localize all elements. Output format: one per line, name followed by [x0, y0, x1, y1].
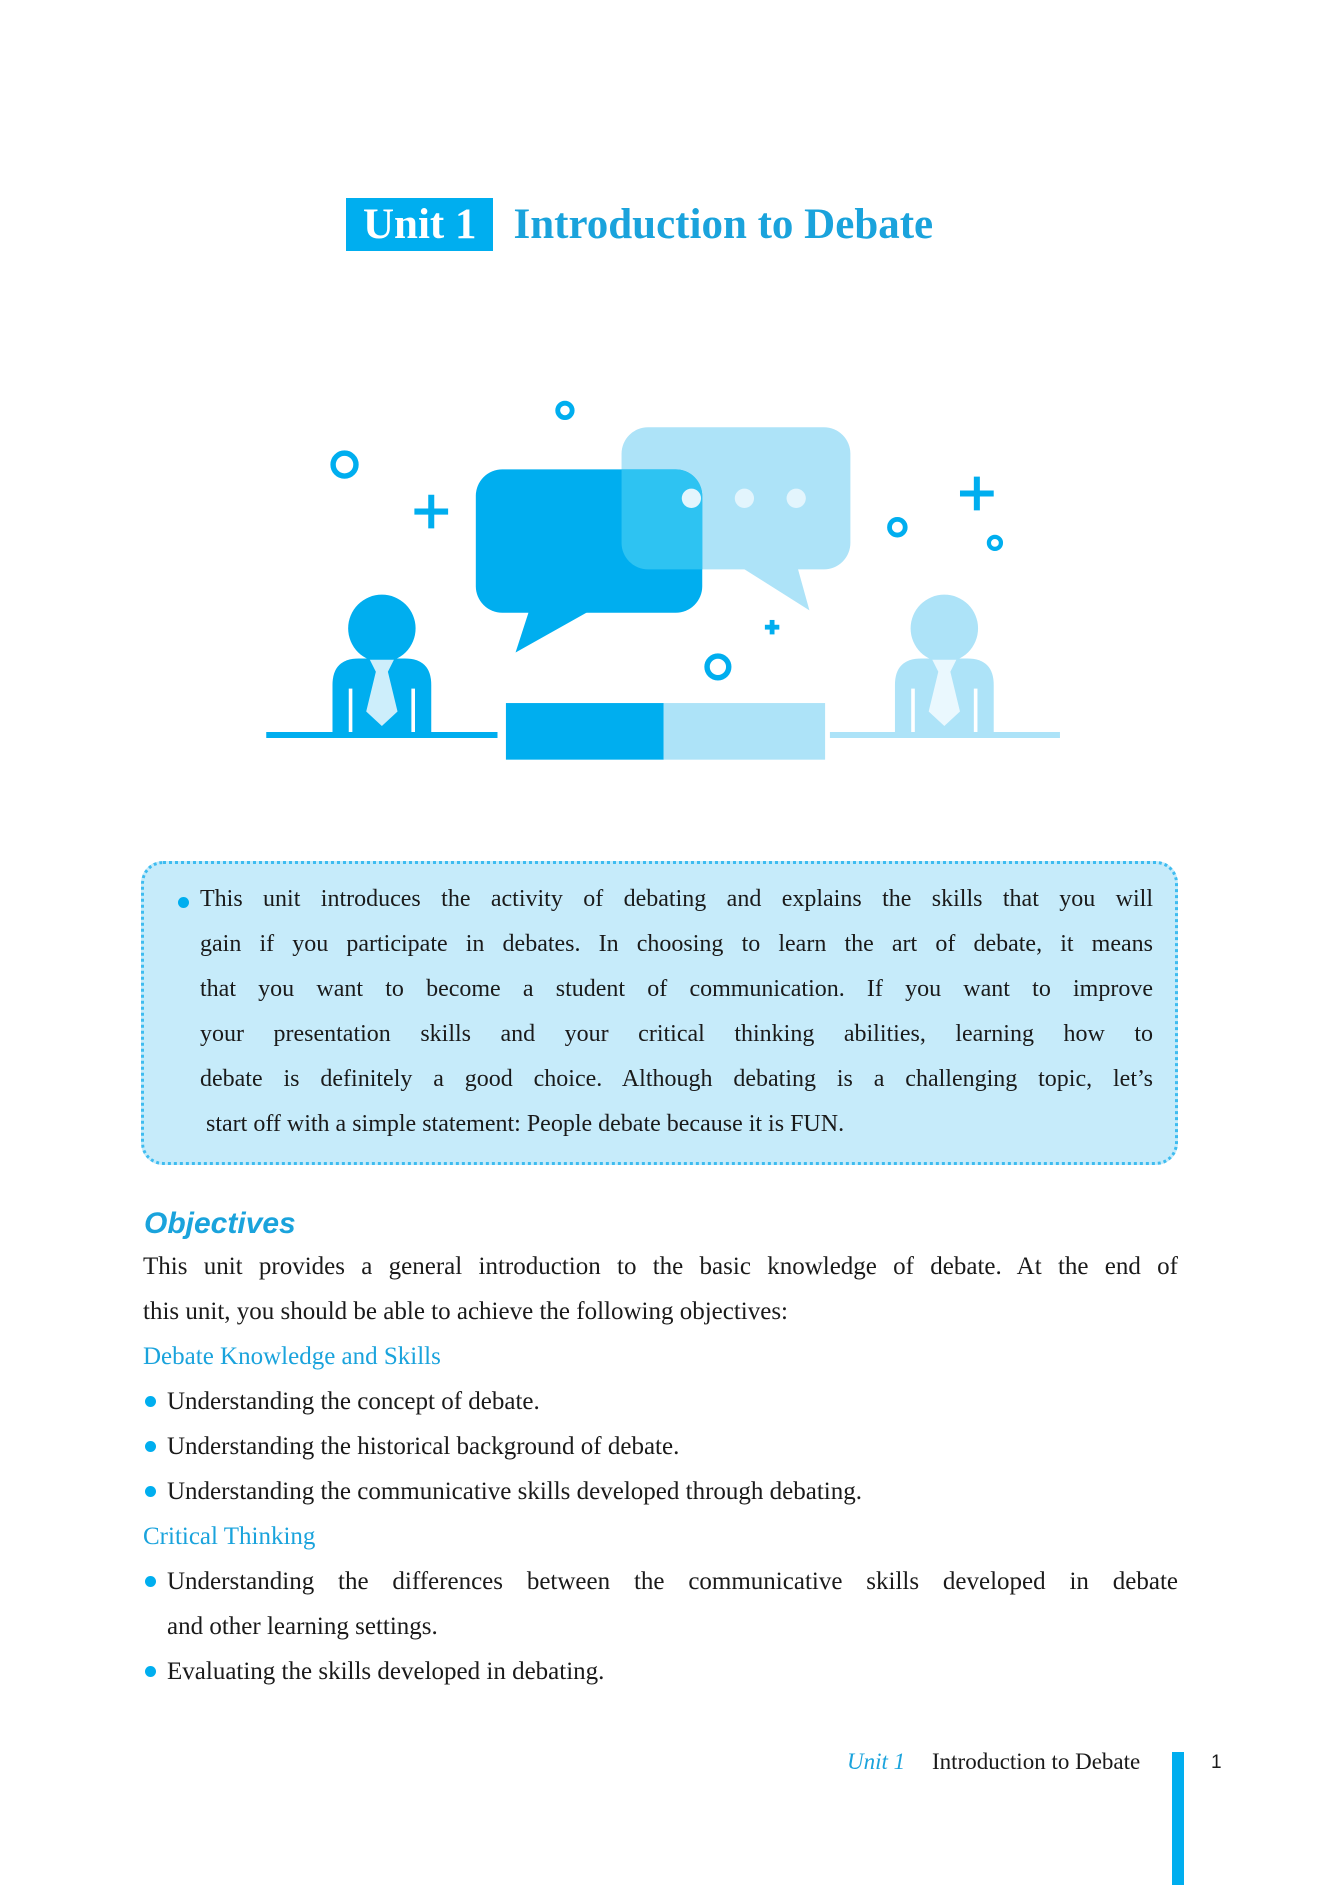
list-item-text: Understanding the differences between the communicative skills developed in debate — [167, 1568, 1178, 1595]
bullet-dot-icon — [145, 1441, 156, 1452]
list-item — [143, 1559, 1178, 1649]
intro-line: gain if you participate in debates. In choosing to learn the art of debate, it means — [200, 931, 1153, 957]
section-heading-debate-knowledge: Debate Knowledge and Skills — [143, 1343, 441, 1370]
podium-dark — [506, 703, 664, 760]
bullet-dot-icon — [145, 1396, 156, 1407]
intro-box — [141, 861, 1178, 1165]
ring-icon — [989, 537, 1001, 549]
list-item — [143, 1424, 1178, 1469]
bullet-dot-icon — [178, 897, 189, 908]
plus-icon — [414, 495, 448, 529]
person-icon-right — [895, 595, 994, 738]
list-item — [143, 1469, 1178, 1514]
intro-line: start off with a simple statement: People debate because it is FUN. — [206, 1111, 845, 1137]
footer-unit-label: Unit 1 — [847, 1749, 906, 1774]
footer-title: Introduction to Debate — [932, 1749, 1141, 1774]
objectives-body — [143, 1244, 1178, 1694]
person-icon-left — [332, 595, 431, 738]
list-item-text: Understanding the communicative skills developed through debating. — [167, 1478, 862, 1505]
list-item-text: and other learning settings. — [167, 1613, 438, 1640]
speech-bubble-overlap — [622, 469, 703, 569]
ring-icon — [333, 453, 356, 476]
bullet-dot-icon — [145, 1666, 156, 1677]
bullet-dot-icon — [145, 1486, 156, 1497]
intro-line: your presentation skills and your critical thinking abilities, learning how to — [200, 1021, 1153, 1047]
debate-illustration — [253, 386, 1072, 772]
ring-icon — [707, 656, 729, 678]
objectives-heading: Objectives — [144, 1207, 296, 1240]
section-heading-critical-thinking: Critical Thinking — [143, 1523, 316, 1550]
list-item-text: Evaluating the skills developed in debating. — [167, 1658, 605, 1685]
intro-line: This unit introduces the activity of debating and explains the skills that you will — [200, 886, 1153, 912]
intro-paragraph — [200, 877, 1153, 1147]
intro-line: that you want to become a student of communication. If you want to improve — [200, 976, 1153, 1002]
objectives-intro-line: This unit provides a general introduction to the basic knowledge of debate. At the end of — [143, 1253, 1178, 1280]
intro-line: debate is definitely a good choice. Although debating is a challenging topic, let’s — [200, 1066, 1153, 1092]
unit-title — [346, 198, 933, 251]
unit-badge: Unit 1 — [346, 198, 493, 251]
plus-icon — [960, 477, 994, 511]
list-item — [143, 1649, 1178, 1694]
plus-icon — [765, 620, 779, 634]
objectives-intro-line: this unit, you should be able to achieve the following objectives: — [143, 1298, 789, 1325]
page-number: 1 — [1211, 1752, 1222, 1773]
list-item-text: Understanding the historical background of debate. — [167, 1433, 680, 1460]
list-item — [143, 1379, 1178, 1424]
unit-title-text: Introduction to Debate — [513, 201, 934, 248]
ring-icon — [890, 519, 906, 535]
ring-icon — [558, 403, 572, 417]
footer-accent-bar — [1172, 1752, 1184, 1885]
podium-light — [664, 703, 825, 760]
bullet-dot-icon — [145, 1576, 156, 1587]
list-item-text: Understanding the concept of debate. — [167, 1388, 540, 1415]
